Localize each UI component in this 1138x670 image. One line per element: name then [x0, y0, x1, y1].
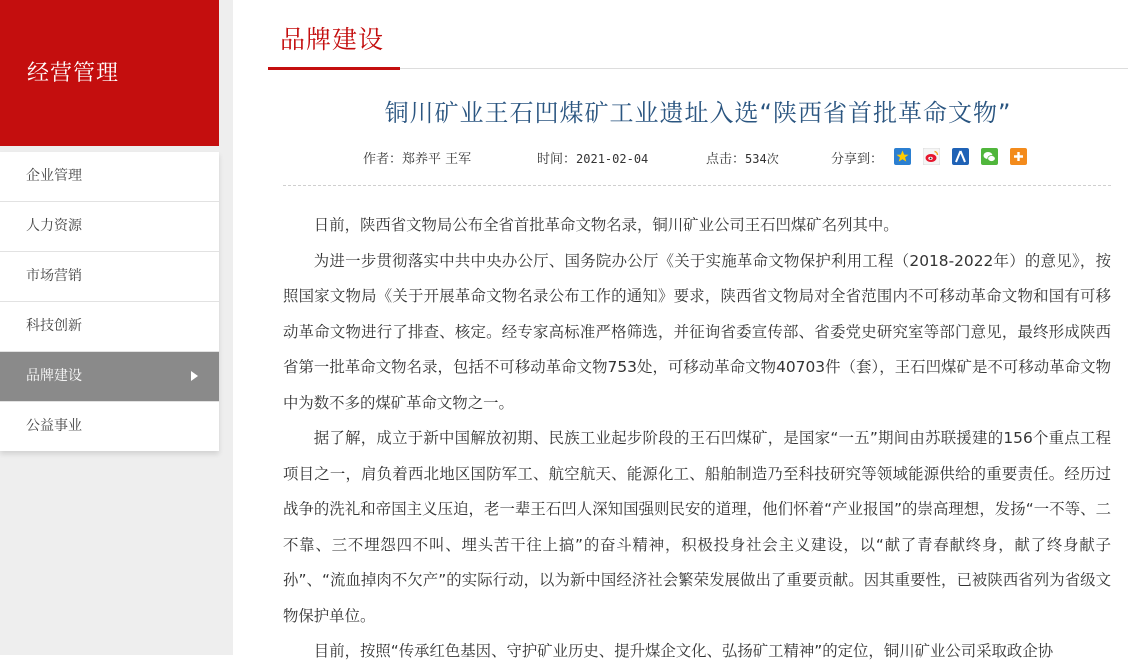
share-label: 分享到：	[831, 152, 884, 167]
section-header	[268, 0, 1128, 69]
sidebar-item-label: 公益事业	[26, 418, 82, 434]
qzone-icon[interactable]	[894, 148, 911, 165]
article-paragraph: 据了解，成立于新中国解放初期、民族工业起步阶段的王石凹煤矿，是国家“一五”期间由苏联援建的156个重点工程项目之一，肩负着西北地区国防军工、航空航天、能源化工、船舶制造乃至科技研究等领域能源供给的重要责任。经历过战争的洗礼和帝国主义压迫，老一辈王石凹人深知国强则民安的道理，他们怀着“产业报国”的崇高理想，发扬“一不等、二不靠、三不埋怨四不叫、埋头苦干往上搞”的奋斗精神，积极投身社会主义建设，以“献了青春献终身，献了终身献子孙”、“流血掉肉不欠产”的实际行动，以为新中国经济社会繁荣发展做出了重要贡献。因其重要性，已被陕西省列为省级文物保护单位。	[283, 429, 1111, 625]
author-value: 郑养平 王军	[402, 152, 472, 167]
article-date	[537, 148, 648, 167]
sidebar-item-label: 科技创新	[26, 318, 82, 334]
renren-icon[interactable]	[952, 148, 969, 165]
triangle-right-icon	[191, 371, 198, 381]
article-paragraph: 目前，按照“传承红色基因、守护矿业历史、提升煤企文化、弘扬矿工精神”的定位，铜川矿业公司采取政企协	[313, 642, 1054, 660]
time-value: 2021-02-04	[576, 152, 649, 166]
section-title: 品牌建设	[280, 25, 385, 54]
author-label: 作者：	[363, 152, 403, 167]
weibo-icon[interactable]	[923, 148, 940, 165]
article-author	[363, 148, 471, 167]
article-title: 铜川矿业王石凹煤矿工业遗址入选“陕西省首批革命文物”	[384, 99, 1012, 127]
section-title-underline	[268, 67, 400, 70]
sidebar-item-label: 企业管理	[26, 168, 82, 184]
sidebar-item-tech-innovation[interactable]	[0, 302, 219, 352]
clicks-value: 534次	[745, 152, 779, 166]
sidebar-title: 经营管理	[27, 61, 120, 86]
sidebar-item-label: 市场营销	[26, 268, 82, 284]
article-paragraph: 为进一步贯彻落实中共中央办公厅、国务院办公厅《关于实施革命文物保护利用工程（2018-2022年）的意见》，按照国家文物局《关于开展革命文物名录公布工作的通知》要求，陕西省文物局对全省范围内不可移动革命文物和国有可移动革命文物进行了排查、核定。经专家高标准严格筛选，并征询省委宣传部、省委党史研究室等部门意见，最终形成陕西省第一批革命文物名录，包括不可移动革命文物753处，可移动革命文物40703件（套），王石凹煤矿是不可移动革命文物中为数不多的煤矿革命文物之一。	[283, 251, 1111, 412]
sidebar-item-enterprise-management[interactable]	[0, 152, 219, 202]
sidebar-header	[0, 0, 219, 146]
meta-divider	[283, 185, 1111, 186]
sidebar-item-label: 人力资源	[26, 218, 82, 234]
sidebar-nav	[0, 152, 219, 451]
article-paragraph: 日前，陕西省文物局公布全省首批革命文物名录，铜川矿业公司王石凹煤矿名列其中。	[313, 216, 899, 234]
sidebar-item-marketing[interactable]	[0, 252, 219, 302]
sidebar-item-public-welfare[interactable]	[0, 402, 219, 451]
article-body	[283, 208, 1111, 670]
clicks-label: 点击：	[706, 152, 746, 167]
article-clicks	[706, 148, 779, 167]
time-label: 时间：	[537, 152, 577, 167]
sidebar-item-brand-building[interactable]	[0, 352, 219, 402]
sidebar-item-label: 品牌建设	[26, 368, 82, 384]
more-share-icon[interactable]	[1010, 148, 1027, 165]
wechat-icon[interactable]	[981, 148, 998, 165]
sidebar-item-human-resources[interactable]	[0, 202, 219, 252]
